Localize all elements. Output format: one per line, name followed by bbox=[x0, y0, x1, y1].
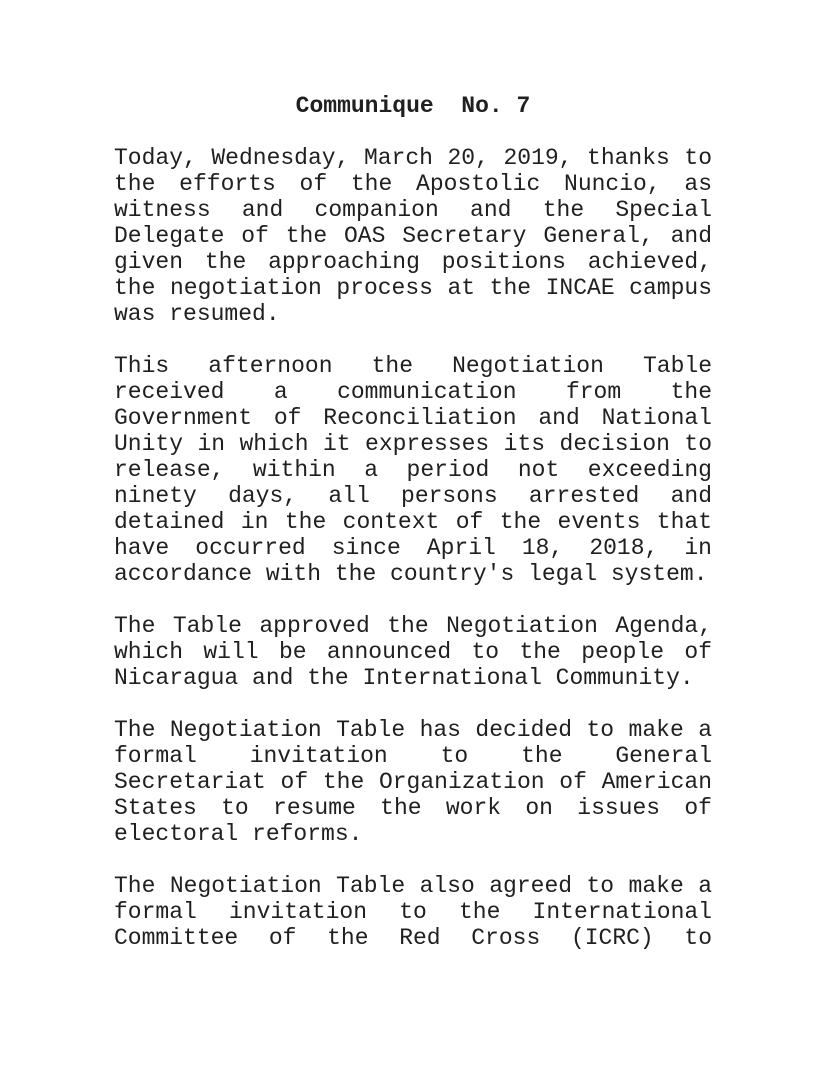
text-line: Today, Wednesday, March 20, 2019, thanks to bbox=[114, 145, 712, 171]
text-line: the negotiation process at the INCAE campus bbox=[114, 275, 712, 301]
text-line: release, within a period not exceeding bbox=[114, 457, 712, 483]
text-line: electoral reforms. bbox=[114, 821, 363, 847]
paragraph bbox=[114, 145, 712, 327]
text-line: accordance with the country's legal system. bbox=[114, 561, 708, 587]
text-line: The Negotiation Table has decided to make a bbox=[114, 717, 712, 743]
text-line: Government of Reconciliation and National bbox=[114, 405, 712, 431]
text-line: Unity in which it expresses its decision to bbox=[114, 431, 712, 457]
text-line: States to resume the work on issues of bbox=[114, 795, 712, 821]
text-line: Secretariat of the Organization of American bbox=[114, 769, 712, 795]
text-line: witness and companion and the Special bbox=[114, 197, 712, 223]
text-line: formal invitation to the General bbox=[114, 743, 712, 769]
document-body bbox=[114, 145, 712, 951]
text-line: ninety days, all persons arrested and bbox=[114, 483, 712, 509]
text-line: the efforts of the Apostolic Nuncio, as bbox=[114, 171, 712, 197]
document-title: Communique No. 7 bbox=[295, 93, 531, 119]
paragraph bbox=[114, 353, 712, 587]
paragraph bbox=[114, 613, 712, 691]
text-line: Committee of the Red Cross (ICRC) to bbox=[114, 925, 712, 951]
paragraph bbox=[114, 873, 712, 951]
text-line: This afternoon the Negotiation Table bbox=[114, 353, 712, 379]
text-line: The Negotiation Table also agreed to make a bbox=[114, 873, 712, 899]
text-line: have occurred since April 18, 2018, in bbox=[114, 535, 712, 561]
paragraph bbox=[114, 717, 712, 847]
text-line: received a communication from the bbox=[114, 379, 712, 405]
document-content bbox=[114, 93, 712, 951]
text-line: which will be announced to the people of bbox=[114, 639, 712, 665]
text-line: was resumed. bbox=[114, 301, 280, 327]
text-line: Delegate of the OAS Secretary General, and bbox=[114, 223, 712, 249]
text-line: detained in the context of the events that bbox=[114, 509, 712, 535]
text-line: given the approaching positions achieved, bbox=[114, 249, 712, 275]
text-line: formal invitation to the International bbox=[114, 899, 712, 925]
text-line: Nicaragua and the International Community. bbox=[114, 665, 694, 691]
text-line: The Table approved the Negotiation Agenda, bbox=[114, 613, 712, 639]
